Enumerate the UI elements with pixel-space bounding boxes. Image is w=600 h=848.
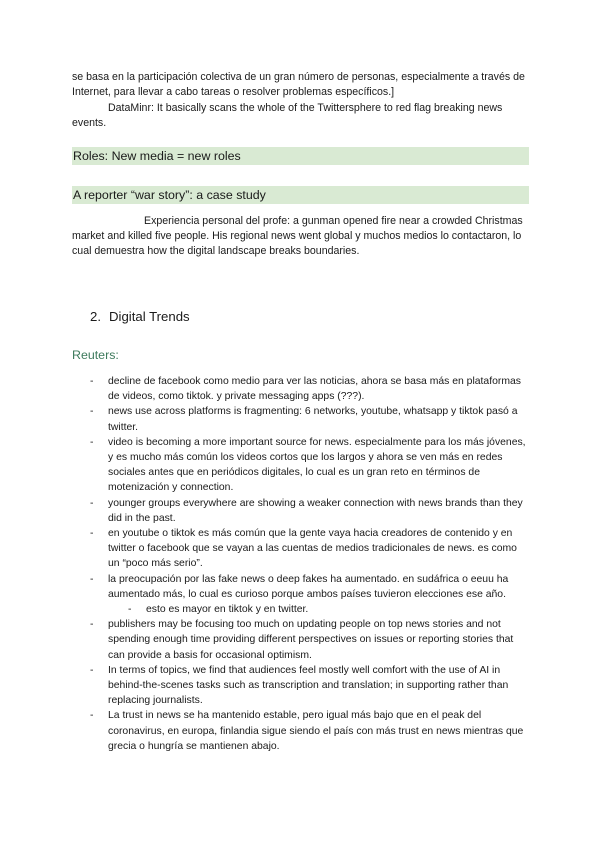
nested-list-item <box>90 602 530 617</box>
reuters-subheading: Reuters: <box>72 348 119 362</box>
list-item <box>90 708 530 754</box>
bullet-dash: - <box>90 436 94 448</box>
bullet-text: esto es mayor en tiktok y en twitter. <box>146 604 309 616</box>
bullet-text: In terms of topics, we find that audiences feel mostly well comfort with the use of AI in behind-the-scenes tasks such as transcription and translation; in supporting rather than replacing journalists. <box>108 664 509 707</box>
list-item <box>90 663 530 709</box>
case-study-heading: A reporter “war story”: a case study <box>72 186 529 204</box>
list-item <box>90 435 530 496</box>
roles-heading: Roles: New media = new roles <box>72 147 529 165</box>
bullet-text: decline de facebook como medio para ver las noticias, ahora se basa más en plataformas de videos, como tiktok. y private messaging apps (???). <box>108 376 521 403</box>
bullet-text: La trust in news se ha mantenido estable, pero igual más bajo que en el peak del coronavirus, en europa, finlandia sigue siendo el país con más trust en news mientras que grecia o hungría se mantienen abajo. <box>108 710 524 752</box>
bullet-text: en youtube o tiktok es más común que la gente vaya hacia creadores de contenido y en twitter o facebook que se vayan a las cuentas de medios tradicionales de news. es como un “poco más serio”. <box>108 528 517 570</box>
bullet-text: la preocupación por las fake news o deep fakes ha aumentado. en sudáfrica o eeuu ha aumentado más, lo cual es curioso porque ambos países tuvieron elecciones ese año. <box>108 573 509 600</box>
bullet-dash: - <box>90 528 94 540</box>
list-item <box>90 496 530 526</box>
bullet-dash: - <box>90 710 94 722</box>
bullet-dash: - <box>128 604 132 616</box>
list-item <box>90 404 530 434</box>
reuters-bullet-list <box>90 374 530 754</box>
section-heading-digital-trends <box>90 308 190 326</box>
list-item <box>90 526 530 572</box>
bullet-dash: - <box>90 619 94 631</box>
section-title: Digital Trends <box>109 309 190 324</box>
list-item <box>90 374 530 404</box>
bullet-dash: - <box>90 573 94 585</box>
bullet-dash: - <box>90 376 94 387</box>
bullet-text: news use across platforms is fragmenting: 6 networks, youtube, whatsapp y tiktok pasó a twitter. <box>108 406 518 433</box>
case-study-paragraph: Experiencia personal del profe: a gunman opened fire near a crowded Christmas market and killed five people. His regional news went global y muchos medios lo contactaron, lo cual demuestra how the digital landscape breaks boundaries. <box>72 215 523 258</box>
section-number: 2. <box>90 309 101 324</box>
bullet-dash: - <box>90 664 94 676</box>
bullet-text: publishers may be focusing too much on updating people on top news stories and not spending enough time providing different perspectives on issues or reporting stories that can provide a basis for occasional optimism. <box>108 619 514 661</box>
bullet-text: video is becoming a more important source for news. especialmente para los más jóvenes, y es mucho más común los videos cortos que los largos y ahora se ven más en redes sociales antes que en periódicos digitales, lo cual es un gran reto en términos de motenización y connection. <box>108 436 526 494</box>
dataminr-paragraph: DataMinr: It basically scans the whole of the Twittersphere to red flag breaking news events. <box>72 102 503 130</box>
bullet-dash: - <box>90 497 94 509</box>
bullet-dash: - <box>90 406 94 418</box>
bullet-text: younger groups everywhere are showing a weaker connection with news brands than they did in the past. <box>108 497 523 524</box>
list-item <box>90 617 530 663</box>
intro-continuation: se basa en la participación colectiva de un gran número de personas, especialmente a través de Internet, para llevar a cabo tareas o resolver problemas específicos.] <box>72 71 525 99</box>
list-item <box>90 572 530 602</box>
